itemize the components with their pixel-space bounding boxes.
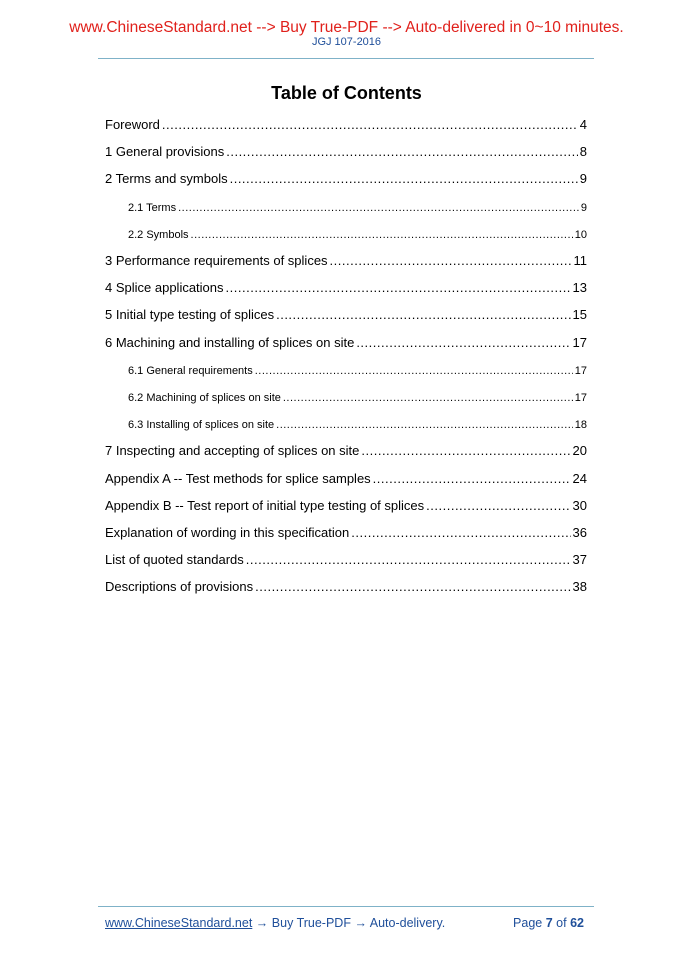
toc-leader-dots xyxy=(276,307,570,323)
toc-entry-label: Foreword xyxy=(105,117,160,132)
toc-leader-dots xyxy=(351,525,570,541)
toc-entry-page: 13 xyxy=(572,280,587,296)
page-total: 62 xyxy=(570,916,584,930)
footer-site-link[interactable]: www.ChineseStandard.net xyxy=(105,916,253,930)
toc-entry-label: 7 Inspecting and accepting of splices on site xyxy=(105,443,360,459)
document-code: JGJ 107-2016 xyxy=(311,36,382,48)
toc-leader-dots xyxy=(356,335,570,351)
toc-leader-dots xyxy=(246,552,571,568)
toc-entry-page: 9 xyxy=(579,171,587,187)
toc-entry-label: Appendix B -- Test report of initial type testing of splices xyxy=(105,497,425,513)
toc-entry-page: 8 xyxy=(579,144,587,160)
toc-entry-label: Explanation of wording in this specification xyxy=(105,525,350,540)
footer-delivery-text: Auto-delivery. xyxy=(369,916,446,930)
toc-leader-dots xyxy=(330,253,572,269)
toc-entry-page: 11 xyxy=(573,253,587,268)
arrow-icon: → xyxy=(354,916,367,930)
toc-entry[interactable] xyxy=(105,280,587,296)
toc-leader-dots xyxy=(226,280,571,296)
toc-leader-dots xyxy=(255,364,573,378)
toc-title: Table of Contents xyxy=(271,83,422,103)
of-word: of xyxy=(556,916,567,930)
toc-entry-label: Descriptions of provisions xyxy=(105,579,254,595)
toc-entry-label: 6.3 Installing of splices on site xyxy=(128,419,275,432)
footer-divider xyxy=(98,906,594,907)
toc-entry-label: 6.2 Machining of splices on site xyxy=(128,392,281,404)
toc-leader-dots xyxy=(191,228,573,242)
toc-entry[interactable] xyxy=(105,498,587,514)
toc-entry-page: 10 xyxy=(574,228,587,241)
toc-entry-page: 30 xyxy=(572,497,587,513)
toc-entry-page: 38 xyxy=(572,579,587,595)
toc-entry-page: 18 xyxy=(574,419,587,432)
page-current: 7 xyxy=(545,916,553,930)
toc-leader-dots xyxy=(178,201,579,215)
toc-entry[interactable] xyxy=(105,443,587,459)
toc-entry-page: 37 xyxy=(572,552,587,568)
toc-leader-dots xyxy=(226,144,578,160)
toc-entry[interactable] xyxy=(128,418,587,432)
toc-leader-dots xyxy=(361,443,570,459)
footer-buy-text[interactable]: Buy True-PDF xyxy=(271,916,351,930)
toc-entry[interactable] xyxy=(105,471,587,487)
toc-entry[interactable] xyxy=(105,253,587,269)
toc-leader-dots xyxy=(426,498,570,514)
toc-entry-label: 2.2 Symbols xyxy=(128,228,189,241)
top-promo-banner[interactable]: www.ChineseStandard.net --> Buy True-PDF --> Auto-delivered in 0~10 minutes. xyxy=(69,19,624,36)
toc-entry[interactable] xyxy=(105,525,587,541)
toc-entry[interactable] xyxy=(105,171,587,187)
toc-entry-label: 2 Terms and symbols xyxy=(105,171,228,187)
toc-leader-dots xyxy=(373,471,571,487)
toc-entry[interactable] xyxy=(105,117,587,133)
toc-entry-page: 20 xyxy=(572,443,587,459)
toc-entry-label: 2.1 Terms xyxy=(128,201,177,214)
toc-entry[interactable] xyxy=(105,144,587,160)
toc-entry-page: 4 xyxy=(579,117,587,132)
toc-entry[interactable] xyxy=(128,201,587,215)
toc-entry[interactable] xyxy=(128,364,587,378)
toc-entry-label: 3 Performance requirements of splices xyxy=(105,253,328,268)
page-indicator xyxy=(513,916,584,931)
toc-entry-label: Appendix A -- Test methods for splice samples xyxy=(105,470,371,486)
toc-leader-dots xyxy=(276,418,573,432)
toc-entry-page: 15 xyxy=(572,307,587,323)
footer-promo xyxy=(105,916,445,931)
toc-leader-dots xyxy=(162,117,578,133)
toc-entry-page: 17 xyxy=(572,334,587,350)
toc-entry-label: 6.1 General requirements xyxy=(128,364,253,377)
toc-entry[interactable] xyxy=(128,391,587,405)
page-word: Page xyxy=(513,916,543,930)
toc-entry[interactable] xyxy=(105,552,587,568)
arrow-icon: → xyxy=(255,916,269,930)
toc-entry-page: 17 xyxy=(574,364,587,377)
toc-leader-dots xyxy=(255,579,570,595)
toc-leader-dots xyxy=(283,391,573,405)
toc-entry-label: 1 General provisions xyxy=(105,144,225,160)
toc-entry-page: 36 xyxy=(572,525,587,540)
toc-entry[interactable] xyxy=(105,335,587,351)
toc-entry-page: 24 xyxy=(572,470,587,486)
toc-entry-label: 6 Machining and installing of splices on site xyxy=(105,334,355,350)
toc-entry[interactable] xyxy=(128,228,587,242)
toc-leader-dots xyxy=(230,171,578,187)
toc-entry-label: 5 Initial type testing of splices xyxy=(105,307,275,323)
toc-entry-page: 17 xyxy=(574,392,587,404)
toc-entry-page: 9 xyxy=(580,201,587,214)
toc-entry[interactable] xyxy=(105,307,587,323)
toc-entry-label: 4 Splice applications xyxy=(105,280,224,296)
toc-entry[interactable] xyxy=(105,579,587,595)
toc-entry-label: List of quoted standards xyxy=(105,552,244,568)
